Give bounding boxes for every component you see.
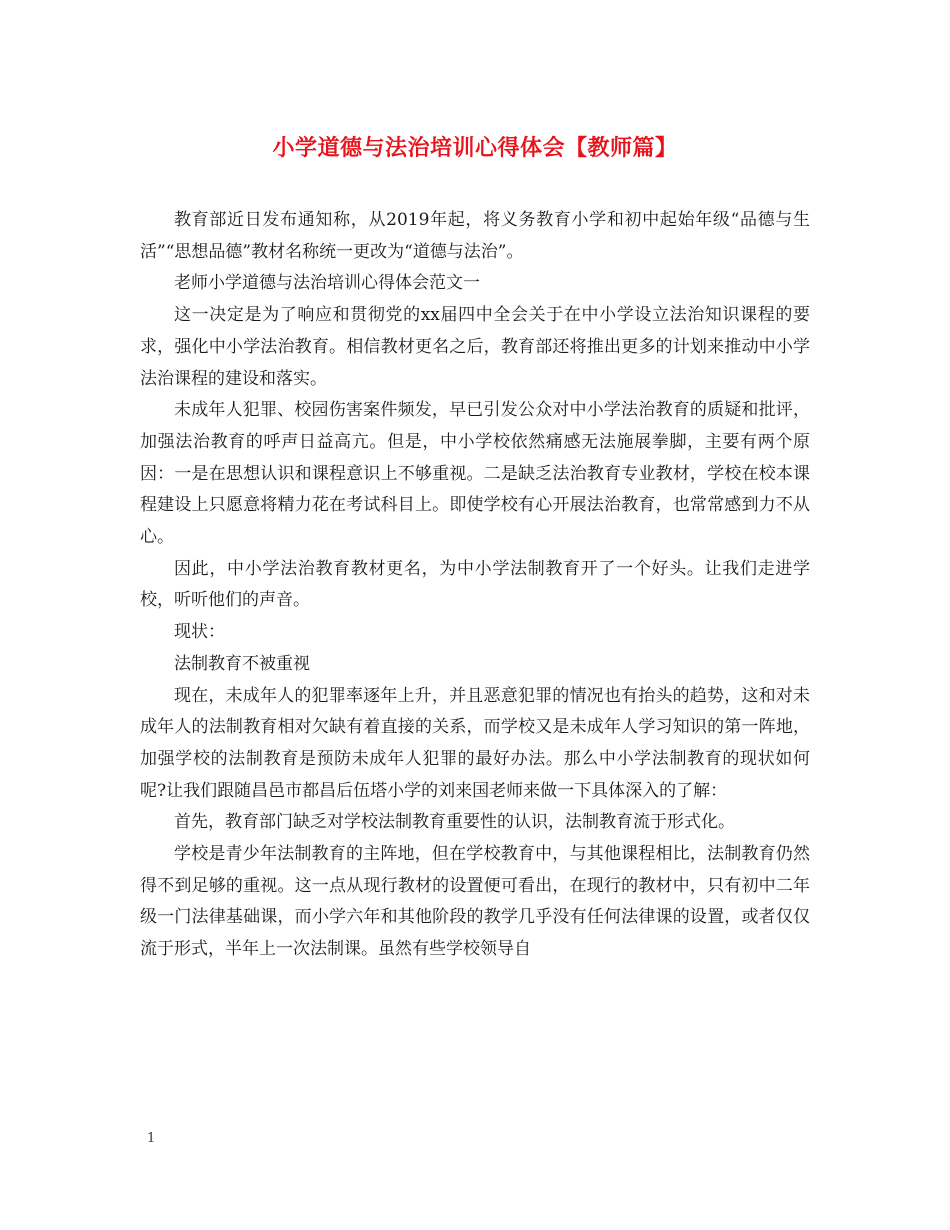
paragraph: 学校是青少年法制教育的主阵地，但在学校教育中，与其他课程相比，法制教育仍然得不到足够的重视。这一点从现行教材的设置便可看出，在现行的教材中，只有初中二年级一门法律基础课，而小学六年和其他阶段的教学几乎没有任何法律课的设置，或者仅仅流于形式，半年上一次法制课。虽然有些学校领导自 [140, 844, 810, 960]
paragraph: 老师小学道德与法治培训心得体会范文一 [174, 273, 480, 294]
paragraph: 现在，未成年人的犯罪率逐年上升，并且恶意犯罪的情况也有抬头的趋势，这和对未成年人的法制教育相对欠缺有着直接的关系，而学校又是未成年人学习知识的第一阵地，加强学校的法制教育是预防未成年人犯罪的最好办法。那么中小学法制教育的现状如何呢?让我们跟随昌邑市都昌后伍塔小学的刘来国老师来做一下具体深入的了解： [140, 685, 810, 801]
paragraph: 现状： [174, 622, 225, 643]
page-number: 1 [147, 1131, 156, 1146]
paragraph: 这一决定是为了响应和贯彻党的xx届四中全会关于在中小学设立法治知识课程的要求，强化中小学法治教育。相信教材更名之后，教育部还将推出更多的计划来推动中小学法治课程的建设和落实。 [140, 305, 810, 389]
paragraph: 因此，中小学法治教育教材更名，为中小学法制教育开了一个好头。让我们走进学校，听听他们的声音。 [140, 558, 810, 611]
paragraph: 法制教育不被重视 [174, 653, 310, 674]
paragraph: 首先，教育部门缺乏对学校法制教育重要性的认识，法制教育流于形式化。 [174, 812, 735, 833]
paragraph: 教育部近日发布通知称，从2019年起，将义务教育小学和初中起始年级“品德与生活”“思想品德”教材名称统一更改为“道德与法治”。 [140, 210, 810, 262]
paragraph: 未成年人犯罪、校园伤害案件频发，早已引发公众对中小学法治教育的质疑和批评，加强法治教育的呼声日益高亢。但是，中小学校依然痛感无法施展拳脚，主要有两个原因：一是在思想认识和课程意识上不够重视。二是缺乏法治教育专业教材，学校在校本课程建设上只愿意将精力花在考试科目上。即使学校有心开展法治教育，也常常感到力不从心。 [140, 400, 810, 548]
document-body [140, 205, 810, 966]
document-title: 小学道德与法治培训心得体会【教师篇】 [272, 135, 678, 161]
